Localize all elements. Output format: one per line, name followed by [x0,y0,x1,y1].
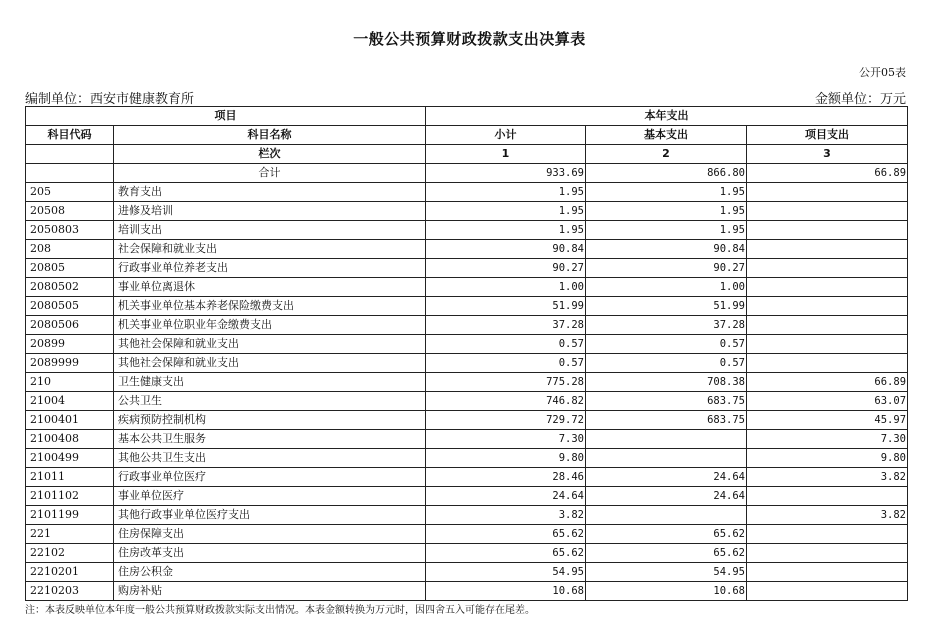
row-subtotal: 65.62 [426,544,586,563]
row-code: 21004 [26,392,114,411]
row-project [747,335,908,354]
header-col1: 1 [426,145,586,164]
row-basic: 65.62 [586,544,747,563]
row-code: 2101102 [26,487,114,506]
row-code: 21011 [26,468,114,487]
row-basic: 24.64 [586,487,747,506]
header-subtotal: 小计 [426,126,586,145]
row-subtotal: 90.84 [426,240,586,259]
row-subtotal: 7.30 [426,430,586,449]
table-row [26,297,908,316]
header-empty [26,145,114,164]
row-project: 7.30 [747,430,908,449]
row-code: 20899 [26,335,114,354]
row-project: 63.07 [747,392,908,411]
row-basic: 51.99 [586,297,747,316]
row-name: 疾病预防控制机构 [114,411,426,430]
table-row [26,202,908,221]
header-col3: 3 [747,145,908,164]
row-subtotal: 54.95 [426,563,586,582]
row-subtotal: 51.99 [426,297,586,316]
row-basic [586,430,747,449]
row-project [747,354,908,373]
row-name: 购房补贴 [114,582,426,601]
row-project [747,525,908,544]
total-label: 合计 [114,164,426,183]
header-row-label: 栏次 [114,145,426,164]
row-subtotal: 9.80 [426,449,586,468]
table-row [26,563,908,582]
table-row [26,468,908,487]
row-name: 基本公共卫生服务 [114,430,426,449]
table-row [26,430,908,449]
row-code: 20805 [26,259,114,278]
table-row [26,411,908,430]
row-project [747,240,908,259]
total-subtotal: 933.69 [426,164,586,183]
row-code: 208 [26,240,114,259]
row-basic [586,449,747,468]
row-name: 进修及培训 [114,202,426,221]
row-subtotal: 28.46 [426,468,586,487]
row-name: 住房改革支出 [114,544,426,563]
row-basic: 1.95 [586,183,747,202]
row-basic: 683.75 [586,392,747,411]
reporting-unit: 编制单位：西安市健康教育所 [25,92,195,107]
row-basic: 0.57 [586,335,747,354]
row-subtotal: 24.64 [426,487,586,506]
row-basic: 54.95 [586,563,747,582]
row-subtotal: 746.82 [426,392,586,411]
row-code: 2101199 [26,506,114,525]
row-name: 社会保障和就业支出 [114,240,426,259]
row-code: 2089999 [26,354,114,373]
row-name: 机关事业单位职业年金缴费支出 [114,316,426,335]
row-project: 3.82 [747,468,908,487]
row-project [747,316,908,335]
row-subtotal: 65.62 [426,525,586,544]
row-code: 2100499 [26,449,114,468]
row-basic: 0.57 [586,354,747,373]
table-row [26,278,908,297]
header-subject-name: 科目名称 [114,126,426,145]
row-name: 公共卫生 [114,392,426,411]
row-basic: 1.95 [586,202,747,221]
row-code: 2050803 [26,221,114,240]
row-basic: 1.95 [586,221,747,240]
table-row [26,449,908,468]
row-subtotal: 37.28 [426,316,586,335]
row-subtotal: 3.82 [426,506,586,525]
row-subtotal: 1.95 [426,183,586,202]
table-row [26,183,908,202]
row-code: 2080502 [26,278,114,297]
header-current-year: 本年支出 [426,107,908,126]
row-basic: 683.75 [586,411,747,430]
header-project-expense: 项目支出 [747,126,908,145]
table-row [26,259,908,278]
row-subtotal: 0.57 [426,335,586,354]
row-code: 205 [26,183,114,202]
row-basic: 24.64 [586,468,747,487]
row-name: 教育支出 [114,183,426,202]
row-subtotal: 90.27 [426,259,586,278]
row-name: 其他公共卫生支出 [114,449,426,468]
table-row [26,392,908,411]
table-row [26,354,908,373]
total-basic: 866.80 [586,164,747,183]
row-code: 2080505 [26,297,114,316]
row-subtotal: 729.72 [426,411,586,430]
header-row-1 [26,107,908,126]
table-row [26,544,908,563]
row-code: 2100408 [26,430,114,449]
header-row-3 [26,145,908,164]
table-row [26,487,908,506]
footnote: 注：本表反映单位本年度一般公共预算财政拨款实际支出情况。本表金额转换为万元时，因四舍五入可能存在尾差。 [25,605,535,616]
table-row [26,525,908,544]
row-basic: 10.68 [586,582,747,601]
row-name: 事业单位离退休 [114,278,426,297]
amount-unit: 金额单位：万元 [814,92,906,107]
row-subtotal: 0.57 [426,354,586,373]
table-row [26,316,908,335]
row-code: 2210201 [26,563,114,582]
form-code: 公开05表 [859,66,906,79]
row-subtotal: 10.68 [426,582,586,601]
row-project [747,259,908,278]
row-basic: 65.62 [586,525,747,544]
header-basic: 基本支出 [586,126,747,145]
row-project [747,183,908,202]
header-subject-code: 科目代码 [26,126,114,145]
row-name: 事业单位医疗 [114,487,426,506]
row-project [747,221,908,240]
header-col2: 2 [586,145,747,164]
row-name: 行政事业单位医疗 [114,468,426,487]
row-basic: 1.00 [586,278,747,297]
expenditure-table [25,106,908,601]
total-row [26,164,908,183]
table-row [26,221,908,240]
row-basic: 90.27 [586,259,747,278]
row-basic: 708.38 [586,373,747,392]
table-row [26,240,908,259]
row-code: 20508 [26,202,114,221]
row-project [747,582,908,601]
header-row-2 [26,126,908,145]
row-name: 其他社会保障和就业支出 [114,335,426,354]
row-project [747,202,908,221]
row-name: 行政事业单位养老支出 [114,259,426,278]
row-subtotal: 775.28 [426,373,586,392]
table-row [26,506,908,525]
row-name: 机关事业单位基本养老保险缴费支出 [114,297,426,316]
row-code: 22102 [26,544,114,563]
total-project: 66.89 [747,164,908,183]
row-basic: 37.28 [586,316,747,335]
row-basic [586,506,747,525]
row-code: 2080506 [26,316,114,335]
row-project [747,544,908,563]
row-subtotal: 1.00 [426,278,586,297]
row-basic: 90.84 [586,240,747,259]
row-subtotal: 1.95 [426,221,586,240]
row-name: 住房保障支出 [114,525,426,544]
row-project [747,297,908,316]
row-code: 2210203 [26,582,114,601]
row-name: 其他社会保障和就业支出 [114,354,426,373]
row-name: 培训支出 [114,221,426,240]
table-row [26,582,908,601]
table-row [26,335,908,354]
report-title: 一般公共预算财政拨款支出决算表 [353,30,586,48]
row-name: 住房公积金 [114,563,426,582]
row-project: 66.89 [747,373,908,392]
row-project: 45.97 [747,411,908,430]
row-project [747,278,908,297]
table-row [26,373,908,392]
total-code [26,164,114,183]
row-code: 221 [26,525,114,544]
row-project: 3.82 [747,506,908,525]
row-project [747,563,908,582]
row-subtotal: 1.95 [426,202,586,221]
row-project [747,487,908,506]
row-name: 卫生健康支出 [114,373,426,392]
row-code: 210 [26,373,114,392]
header-project: 项目 [26,107,426,126]
row-code: 2100401 [26,411,114,430]
row-name: 其他行政事业单位医疗支出 [114,506,426,525]
row-project: 9.80 [747,449,908,468]
